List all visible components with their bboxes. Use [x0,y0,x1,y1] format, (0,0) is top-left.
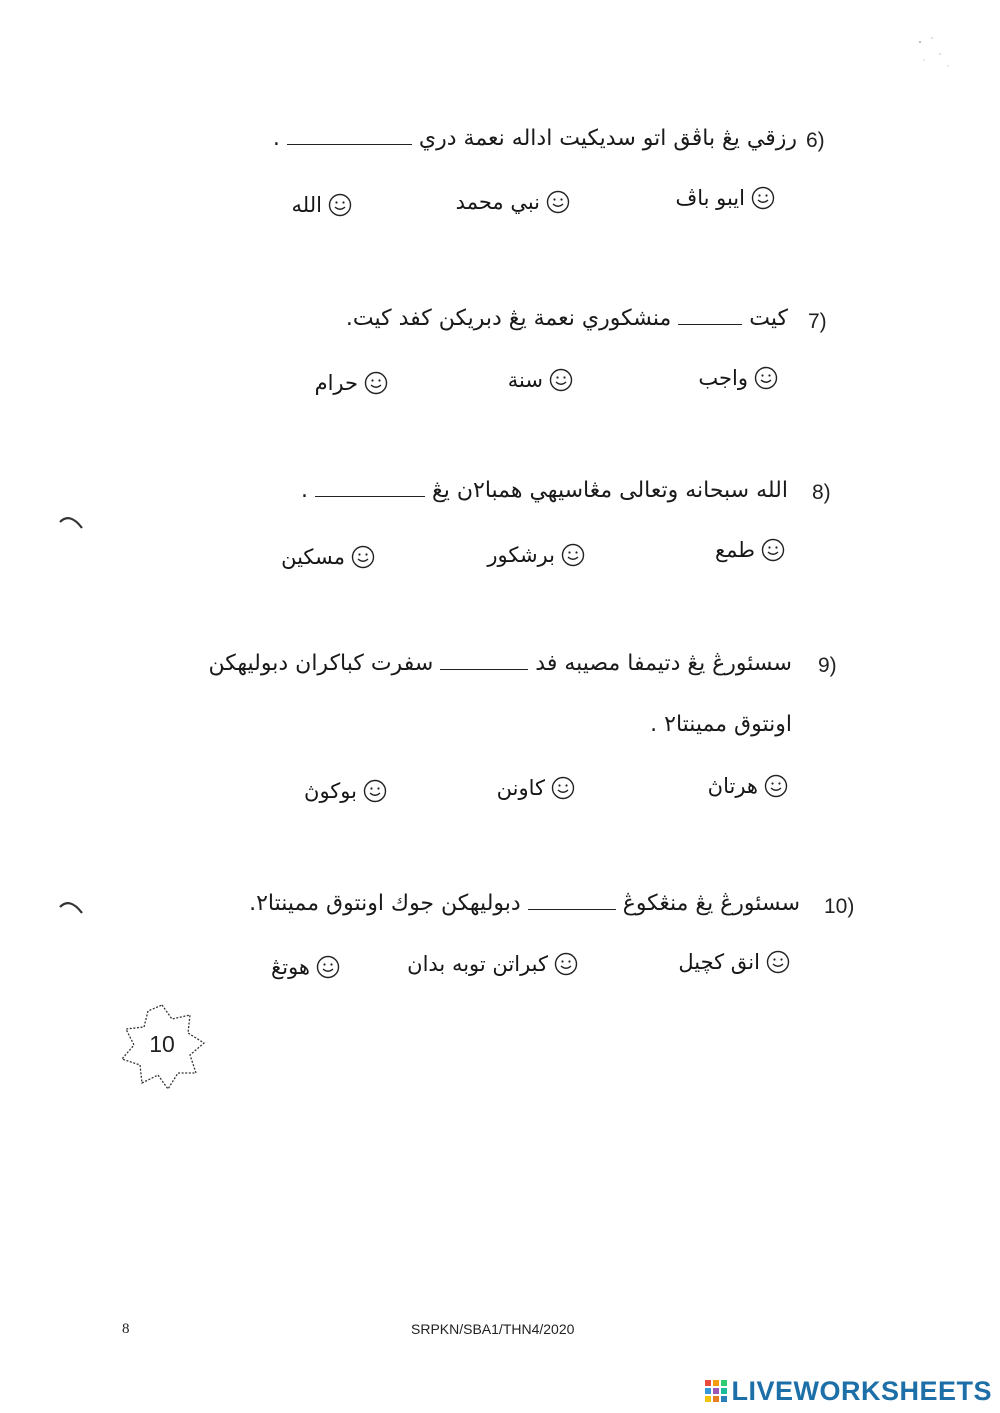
scan-specks [910,30,970,90]
question-number: 8) [812,481,831,504]
smiley-face-icon [546,190,570,214]
option-label: حرام [314,371,358,395]
question-text-part: سسئورڠ يڠ دتيمفا مصيبه فد [535,651,792,676]
question-number: 9) [818,654,837,677]
smiley-face-icon [364,371,388,395]
answer-blank[interactable] [315,496,425,497]
liveworksheets-text: LIVEWORKSHEETS [731,1376,992,1406]
option-2[interactable] [456,190,570,214]
option-label: سنة [507,368,543,392]
answer-blank[interactable] [528,909,616,910]
option-label: نبي محمد [455,190,540,214]
smiley-face-icon [561,543,585,567]
question-text-part: رزقي يڠ باڤق اتو سديكيت اداله نعمة دري [418,126,797,151]
option-1[interactable] [715,538,785,562]
question-number: 7) [808,310,827,333]
option-1[interactable] [678,950,790,974]
option-label: هوتڠ [271,955,310,979]
smiley-face-icon [363,779,387,803]
option-label: كبراتن توبه بدان [407,952,548,976]
option-2[interactable] [407,952,578,976]
smiley-face-icon [761,538,785,562]
option-2[interactable] [508,368,573,392]
option-label: الله [291,193,322,217]
smiley-face-icon [316,955,340,979]
question-text-end: منشكوري نعمة يڠ دبريكن كفد كيت. [345,306,672,331]
question-text-end: دبوليهكن جوك اونتوق ممينتا٢. [249,891,521,916]
question-text-end: . [272,126,280,151]
question-text-end: . [301,478,308,503]
option-3[interactable] [315,371,388,395]
option-label: مسكين [281,545,345,569]
option-label: كاونن [496,776,545,800]
question-text-end: سفرت كباكران دبوليهكن [208,651,434,676]
punch-hole-mark [58,899,84,917]
option-label: برشكور [487,543,555,567]
smiley-face-icon [764,774,788,798]
option-3[interactable] [281,545,375,569]
option-label: ايبو باڤ [675,186,745,210]
question-text [249,891,800,916]
option-label: طمع [714,538,755,562]
punch-hole-mark [58,514,84,532]
smiley-face-icon [766,950,790,974]
option-label: بوكوڽ [304,779,357,803]
answer-blank[interactable] [287,144,412,145]
option-1[interactable] [675,186,775,210]
option-label: هرتاڽ [707,774,758,798]
question-text-part: كيت [749,306,788,331]
option-label: انق كچيل [678,950,760,974]
question-number: 10) [824,895,855,918]
option-2[interactable] [497,776,575,800]
liveworksheets-logo[interactable] [705,1376,992,1407]
option-3[interactable] [304,779,387,803]
option-2[interactable] [487,543,585,567]
answer-blank[interactable] [678,324,742,325]
smiley-face-icon [751,186,775,210]
question-text [301,478,788,503]
option-1[interactable] [698,366,778,390]
smiley-face-icon [549,368,573,392]
question-text [209,651,793,676]
question-text [346,306,788,331]
question-text [273,126,797,151]
option-3[interactable] [292,193,352,217]
smiley-face-icon [351,545,375,569]
page-number: 8 [122,1321,130,1337]
score-badge [118,1003,206,1091]
question-number: 6) [806,129,825,152]
smiley-face-icon [551,776,575,800]
smiley-face-icon [554,952,578,976]
document-code: SRPKN/SBA1/THN4/2020 [411,1321,575,1337]
question-text-line-2: اونتوق ممينتا٢ . [650,712,792,737]
liveworksheets-grid-icon [705,1380,727,1404]
option-label: واجب [698,366,748,390]
answer-blank[interactable] [440,669,528,670]
smiley-face-icon [328,193,352,217]
option-3[interactable] [271,955,340,979]
option-1[interactable] [708,774,788,798]
question-text-part: سسئورڠ يڠ منڠكوڠ [622,891,800,916]
score-badge-value: 10 [149,1031,175,1057]
smiley-face-icon [754,366,778,390]
question-text-part: الله سبحانه وتعالى مڠاسيهي همبا٢ن يڠ [432,478,788,503]
